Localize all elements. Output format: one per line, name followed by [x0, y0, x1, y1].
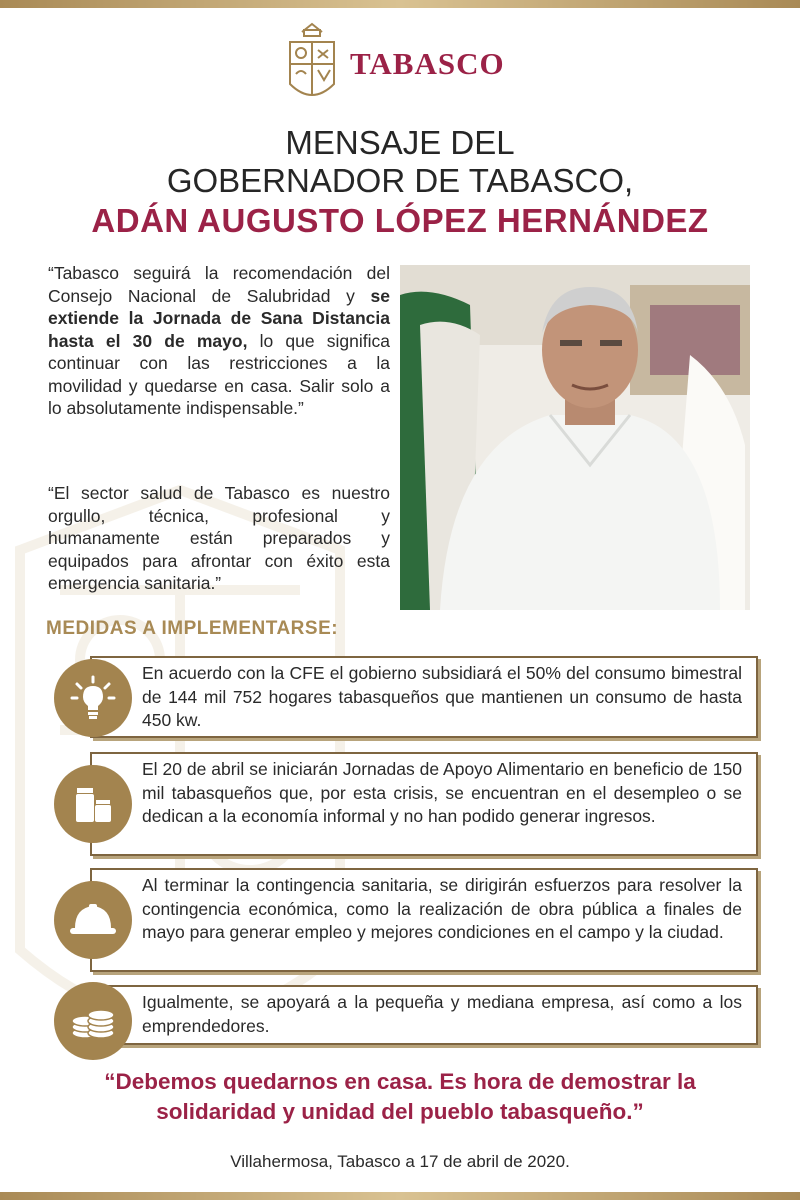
- brand-name: TABASCO: [350, 46, 505, 81]
- measures-title: MEDIDAS A IMPLEMENTARSE:: [46, 618, 339, 639]
- tabasco-logo: [284, 20, 505, 108]
- title-line-2: GOBERNADOR DE TABASCO,: [166, 162, 634, 199]
- coins-icon: [54, 982, 132, 1060]
- measure-text: Igualmente, se apoyará a la pequeña y mediana empresa, así como a los emprendedores.: [142, 992, 742, 1036]
- bottom-gold-band: [0, 1192, 800, 1200]
- place-date: Villahermosa, Tabasco a 17 de abril de 2020.: [230, 1152, 570, 1171]
- title-line-1: MENSAJE DEL: [285, 124, 515, 161]
- closing-quote: [0, 1067, 800, 1127]
- closing-line-1: “Debemos quedarnos en casa. Es hora de demostrar la: [104, 1069, 696, 1094]
- food-jars-icon: [54, 765, 132, 843]
- measure-text: Al terminar la contingencia sanitaria, se dirigirán esfuerzos para resolver la contingencia económica, como la realización de obra pública a finales de mayo para generar empleo y mejores condiciones en el campo y la ciudad.: [142, 875, 742, 942]
- quote1-part2: lo que significa continuar con las restricciones a la movilidad y quedarse en casa. Salir solo a lo absolutamente indispensable.”: [48, 330, 390, 418]
- page-title: [0, 124, 800, 242]
- governor-name: ADÁN AUGUSTO LÓPEZ HERNÁNDEZ: [91, 202, 709, 239]
- quote-sector-salud: “El sector salud de Tabasco es nuestro orgullo, técnica, profesional y humanamente están preparados y equipados para afrontar con éxito esta emergencia sanitaria.”: [48, 483, 390, 593]
- tabasco-crest-icon: [284, 20, 340, 108]
- measure-text: En acuerdo con la CFE el gobierno subsidiará el 50% del consumo bimestral de 144 mil 752 hogares tabasqueños que mantienen un consumo de hasta 450 kw.: [142, 663, 742, 730]
- hard-hat-icon: [54, 881, 132, 959]
- measure-item-electricity: [90, 656, 758, 738]
- closing-line-2: solidaridad y unidad del pueblo tabasqueño.”: [156, 1099, 644, 1124]
- quote1-part1: “Tabasco seguirá la recomendación del Consejo Nacional de Salubridad y: [48, 263, 390, 306]
- measure-item-food-support: [90, 752, 758, 856]
- measure-item-public-works: [90, 868, 758, 972]
- lightbulb-icon: [54, 659, 132, 737]
- measure-item-business-support: [90, 985, 758, 1045]
- governor-photo: [400, 265, 750, 610]
- quote1-bold: se extiende la Jornada de Sana Distancia hasta el 30 de mayo,: [48, 285, 390, 351]
- measure-text: El 20 de abril se iniciarán Jornadas de Apoyo Alimentario en beneficio de 150 mil tabasqueños que, por esta crisis, se encuentran en el desempleo o se dedican a la economía informal y no han podido generar ingresos.: [142, 759, 742, 826]
- quote-sana-distancia: [48, 262, 390, 420]
- top-gold-band: [0, 0, 800, 8]
